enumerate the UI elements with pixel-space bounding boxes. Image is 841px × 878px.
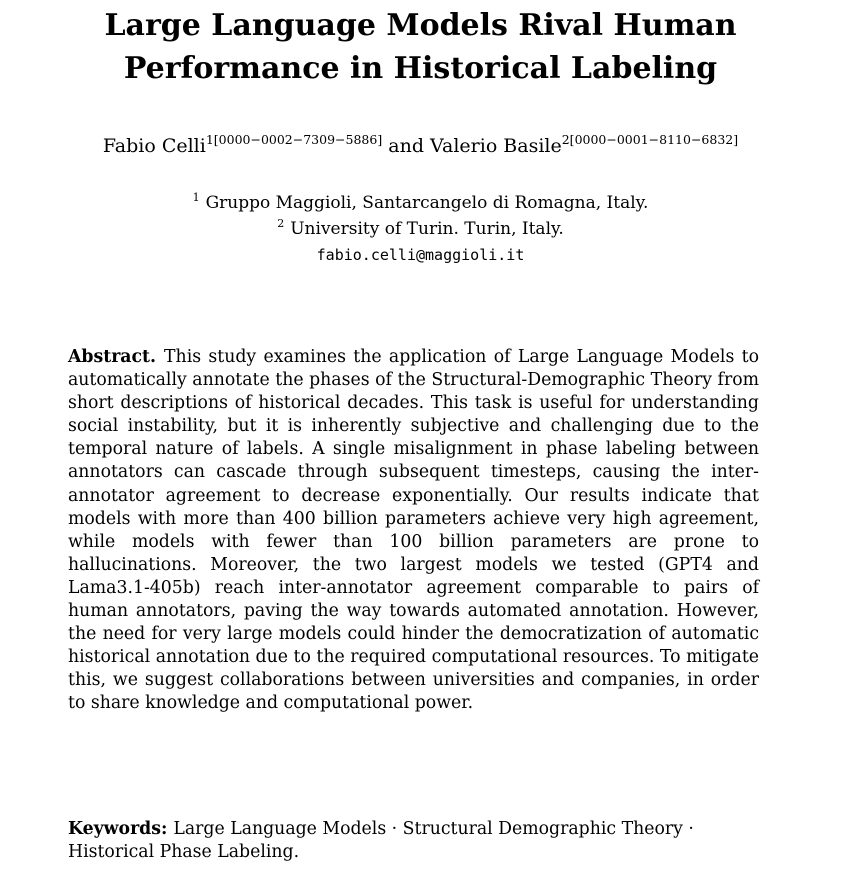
author-orcid: 1[0000−0002−7309−5886] [205,132,383,147]
affiliation-text: University of Turin. Turin, Italy. [290,219,564,239]
abstract [68,346,759,716]
affiliation-line [0,190,841,216]
author-orcid: 2[0000−0001−8110−6832] [561,132,739,147]
paper-title [0,4,841,90]
affiliation-number: 1 [192,191,200,204]
keywords-label: Keywords: [68,819,168,839]
author-name: Fabio Celli [102,135,206,157]
author-list [0,134,841,158]
abstract-text: This study examines the application of Large Language Models to automatically annotate the phases of the Structural-Demographic Theory from short descriptions of historical decades. This task is useful for understanding social instability, but it is inherently subjective and challenging due to the temporal nature of labels. A single misalignment in phase labeling between annotators can cascade through subsequent timesteps, causing the inter-annotator agreement to decrease exponentially. Our results indicate that models with more than 400 billion parameters achieve very high agreement, while models with fewer than 100 billion parameters are prone to hallucinations. Moreover, the two largest models we tested (GPT4 and Lama3.1-405b) reach inter-annotator agreement comparable to pairs of human annotators, paving the way towards automated annotation. However, the need for very large models could hinder the democratization of automatic historical annotation due to the required computational resources. To mitigate this, we suggest collaborations between universities and companies, in order to share knowledge and computational power. [68,347,759,714]
paper-title-line-2: Performance in Historical Labeling [123,51,718,86]
keywords [68,818,759,864]
keywords-text: Large Language Models · Structural Demographic Theory · Historical Phase Labeling. [68,819,694,863]
abstract-label: Abstract. [68,347,157,367]
author-connector: and [388,135,424,157]
affiliations [0,190,841,268]
affiliation-number: 2 [277,217,285,230]
affiliation-line [0,216,841,242]
contact-email[interactable]: fabio.celli@maggioli.it [316,246,525,264]
affiliation-text: Gruppo Maggioli, Santarcangelo di Romagna, Italy. [205,193,649,213]
paper-title-line-1: Large Language Models Rival Human [104,8,737,43]
author-name: Valerio Basile [430,135,562,157]
